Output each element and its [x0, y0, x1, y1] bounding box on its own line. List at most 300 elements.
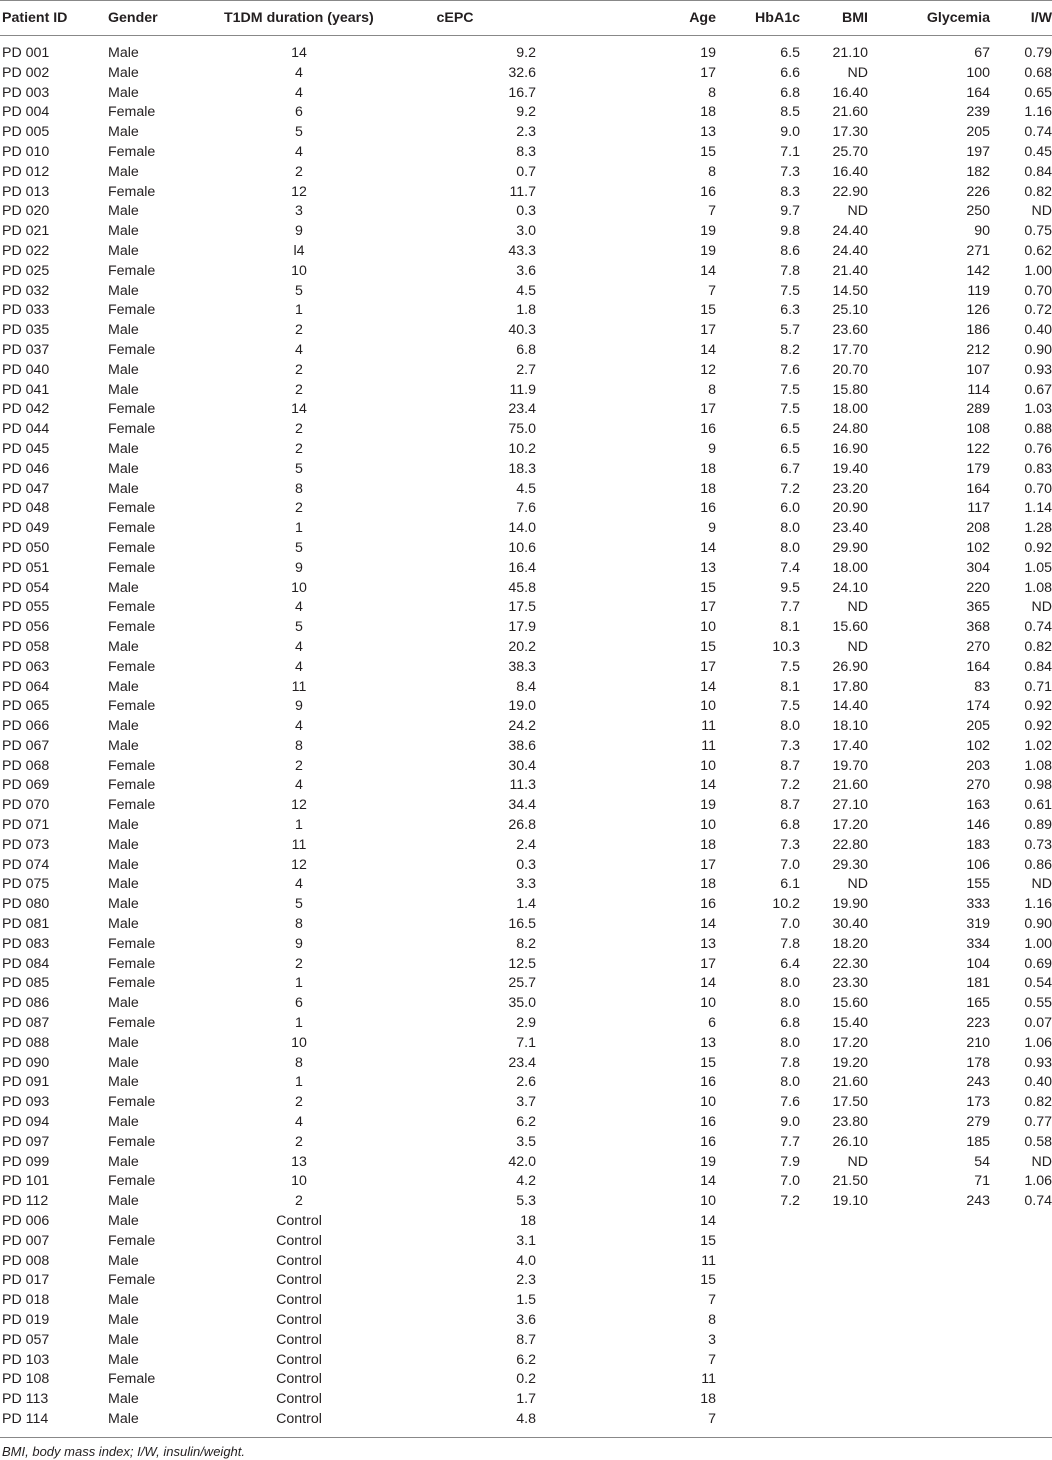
cell-glycemia: 333 — [966, 896, 990, 913]
cell-patient-id: PD 047 — [2, 480, 50, 497]
cell-cepc: 1.7 — [516, 1391, 536, 1408]
cell-bmi — [800, 1212, 890, 1232]
cell-cepc: 38.6 — [508, 737, 536, 754]
cell-hba1c: 10.2 — [772, 896, 800, 913]
table-row — [0, 816, 1052, 836]
cell-iw: 0.55 — [1024, 995, 1052, 1012]
table-row — [0, 84, 1052, 104]
cell-glycemia: 142 — [966, 262, 990, 279]
cell-gender: Female — [108, 658, 156, 675]
cell-cepc: 2.3 — [516, 124, 536, 141]
cell-duration: 4 — [295, 1114, 303, 1131]
table-row-control — [0, 1410, 1052, 1430]
cell-iw: 1.08 — [1024, 757, 1052, 774]
cell-gender: Male — [108, 1391, 139, 1408]
cell-glycemia: 114 — [967, 381, 990, 398]
cell-glycemia: 102 — [966, 737, 990, 754]
table-body — [0, 36, 1052, 1430]
cell-glycemia: 164 — [966, 480, 990, 497]
cell-iw: 0.65 — [1024, 84, 1052, 101]
table-row — [0, 420, 1052, 440]
cell-age: 14 — [700, 341, 716, 358]
cell-iw: 1.05 — [1024, 559, 1052, 576]
cell-hba1c: 7.2 — [780, 480, 800, 497]
cell-hba1c: 7.0 — [780, 856, 800, 873]
table-row — [0, 539, 1052, 559]
cell-hba1c: 7.5 — [780, 401, 800, 418]
cell-patient-id: PD 041 — [2, 381, 50, 398]
cell-age: 11 — [701, 737, 716, 754]
cell-iw: 0.84 — [1024, 658, 1052, 675]
cell-gender: Male — [108, 1331, 139, 1348]
cell-gender: Male — [108, 1114, 139, 1131]
cell-bmi: 19.70 — [832, 757, 868, 774]
cell-age: 15 — [700, 302, 716, 319]
header-iw: I/W — [990, 1, 1052, 36]
cell-age: 17 — [700, 658, 716, 675]
table-row — [0, 915, 1052, 935]
cell-hba1c: 9.5 — [780, 579, 800, 596]
cell-gender: Male — [108, 282, 139, 299]
cell-bmi: 23.80 — [832, 1114, 868, 1131]
cell-age: 15 — [700, 638, 716, 655]
cell-iw — [990, 1252, 1052, 1272]
cell-hba1c: 6.5 — [780, 440, 800, 457]
cell-patient-id: PD 048 — [2, 500, 50, 517]
cell-age: 16 — [700, 896, 716, 913]
cell-duration: 1 — [295, 520, 303, 537]
cell-glycemia: 319 — [966, 916, 990, 933]
table-row — [0, 856, 1052, 876]
cell-hba1c — [716, 1232, 800, 1252]
cell-cepc: 11.9 — [509, 381, 536, 398]
cell-patient-id: PD 093 — [2, 1094, 50, 1111]
cell-bmi — [800, 1271, 890, 1291]
cell-bmi: 20.90 — [832, 500, 868, 517]
cell-bmi: ND — [847, 876, 868, 893]
cell-duration: 6 — [295, 104, 303, 121]
cell-age: 19 — [700, 223, 716, 240]
table-row — [0, 301, 1052, 321]
table-row — [0, 717, 1052, 737]
cell-gender: Male — [108, 480, 139, 497]
cell-age: 8 — [708, 1312, 716, 1328]
cell-glycemia: 174 — [966, 698, 990, 715]
cell-glycemia: 106 — [966, 856, 990, 873]
cell-hba1c: 7.9 — [780, 1153, 800, 1170]
cell-cepc: 4.5 — [516, 282, 536, 299]
cell-patient-id: PD 055 — [2, 599, 50, 616]
cell-glycemia: 239 — [966, 104, 990, 121]
cell-hba1c — [716, 1212, 800, 1232]
cell-bmi: 15.80 — [832, 381, 868, 398]
cell-duration: 1 — [295, 975, 303, 992]
cell-bmi: 17.40 — [832, 737, 868, 754]
table-row — [0, 678, 1052, 698]
cell-bmi: 19.20 — [832, 1054, 868, 1071]
cell-glycemia: 270 — [966, 777, 990, 794]
cell-glycemia: 104 — [966, 955, 990, 972]
cell-age: 14 — [700, 678, 716, 695]
cell-duration: 2 — [295, 1193, 303, 1210]
cell-iw: 0.76 — [1024, 440, 1052, 457]
cell-cepc: 23.4 — [508, 401, 536, 418]
table-row — [0, 262, 1052, 282]
cell-bmi: 15.40 — [832, 1015, 868, 1032]
cell-cepc: 2.6 — [516, 1074, 536, 1091]
cell-bmi: 21.60 — [832, 777, 868, 794]
cell-patient-id: PD 037 — [2, 341, 50, 358]
cell-hba1c: 6.1 — [780, 876, 800, 893]
cell-cepc: 6.2 — [516, 1351, 536, 1368]
table-footnote: BMI, body mass index; I/W, insulin/weight. — [2, 1444, 246, 1459]
cell-hba1c: 6.0 — [780, 500, 800, 517]
cell-glycemia: 270 — [966, 638, 990, 655]
cell-gender: Male — [108, 896, 139, 913]
cell-gender: Male — [108, 1193, 139, 1210]
cell-age: 16 — [700, 421, 716, 438]
cell-cepc: 16.7 — [508, 84, 536, 101]
cell-cepc: 42.0 — [508, 1153, 536, 1170]
cell-patient-id: PD 090 — [2, 1054, 50, 1071]
cell-iw — [990, 1311, 1052, 1331]
cell-gender: Male — [108, 1252, 139, 1269]
cell-age: 8 — [708, 84, 716, 101]
cell-gender: Male — [108, 916, 139, 933]
header-bmi: BMI — [800, 1, 890, 36]
cell-duration: Control — [276, 1213, 322, 1230]
cell-patient-id: PD 033 — [2, 302, 50, 319]
cell-duration: 5 — [295, 539, 303, 556]
cell-hba1c: 8.0 — [780, 520, 800, 537]
cell-hba1c: 7.3 — [780, 836, 800, 853]
cell-patient-id: PD 094 — [2, 1114, 50, 1131]
cell-glycemia: 179 — [966, 460, 990, 477]
cell-age: 19 — [700, 797, 716, 814]
cell-bmi: 24.40 — [832, 242, 868, 259]
cell-cepc: 35.0 — [508, 995, 536, 1012]
cell-gender: Male — [108, 737, 139, 754]
cell-duration: 5 — [295, 619, 303, 636]
cell-gender: Female — [108, 262, 156, 279]
cell-glycemia: 304 — [966, 559, 990, 576]
cell-hba1c: 8.3 — [780, 183, 800, 200]
cell-gender: Female — [108, 520, 156, 537]
cell-hba1c: 7.2 — [780, 777, 800, 794]
cell-iw: 0.92 — [1024, 698, 1052, 715]
cell-bmi — [800, 1311, 890, 1331]
cell-cepc: 2.7 — [516, 361, 536, 378]
cell-iw — [990, 1331, 1052, 1351]
cell-patient-id: PD 002 — [2, 64, 50, 81]
cell-age: 18 — [700, 480, 716, 497]
cell-glycemia: 107 — [966, 361, 990, 378]
cell-gender: Male — [108, 817, 139, 834]
cell-bmi — [800, 1370, 890, 1390]
cell-gender: Male — [108, 460, 139, 477]
cell-cepc: 1.8 — [516, 302, 536, 319]
cell-cepc: 26.8 — [508, 817, 536, 834]
table-row — [0, 1133, 1052, 1153]
cell-duration: Control — [276, 1410, 322, 1427]
cell-hba1c: 8.0 — [780, 539, 800, 556]
cell-cepc: 7.6 — [516, 500, 536, 517]
cell-age: 14 — [700, 262, 716, 279]
cell-glycemia: 365 — [966, 599, 990, 616]
table-row — [0, 836, 1052, 856]
cell-duration: l4 — [293, 242, 305, 259]
cell-iw: 0.74 — [1024, 1193, 1052, 1210]
cell-bmi: ND — [847, 203, 868, 220]
cell-bmi: 19.90 — [832, 896, 868, 913]
cell-cepc: 8.4 — [516, 678, 536, 695]
cell-cepc: 3.5 — [516, 1133, 536, 1150]
cell-hba1c: 7.2 — [780, 1193, 800, 1210]
cell-bmi: 14.40 — [832, 698, 868, 715]
header-patient-id: Patient ID — [0, 1, 108, 36]
cell-duration: 4 — [295, 143, 303, 160]
cell-bmi: 21.10 — [832, 45, 868, 61]
table-row — [0, 361, 1052, 381]
cell-duration: Control — [276, 1312, 322, 1328]
cell-patient-id: PD 067 — [2, 737, 50, 754]
cell-iw: 0.93 — [1024, 361, 1052, 378]
cell-bmi: 21.60 — [832, 1074, 868, 1091]
cell-duration: 2 — [295, 421, 303, 438]
cell-glycemia: 146 — [966, 817, 990, 834]
cell-bmi — [800, 1291, 890, 1311]
cell-iw: 0.82 — [1024, 638, 1052, 655]
cell-glycemia: 182 — [966, 163, 990, 180]
cell-hba1c — [716, 1311, 800, 1331]
cell-cepc: 23.4 — [508, 1054, 536, 1071]
cell-gender: Female — [108, 955, 156, 972]
cell-duration: 9 — [295, 698, 303, 715]
cell-patient-id: PD 081 — [2, 916, 50, 933]
cell-patient-id: PD 084 — [2, 955, 50, 972]
cell-gender: Male — [108, 1410, 139, 1427]
cell-cepc: 0.2 — [516, 1371, 536, 1388]
cell-gender: Male — [108, 64, 139, 81]
cell-glycemia — [890, 1370, 990, 1390]
cell-hba1c: 6.8 — [780, 84, 800, 101]
cell-iw — [990, 1370, 1052, 1390]
cell-duration: 14 — [291, 45, 307, 61]
cell-duration: 5 — [295, 282, 303, 299]
cell-gender: Female — [108, 1173, 156, 1190]
cell-patient-id: PD 005 — [2, 124, 50, 141]
cell-bmi: 22.30 — [832, 955, 868, 972]
cell-patient-id: PD 004 — [2, 104, 50, 121]
cell-age: 11 — [701, 1371, 716, 1388]
cell-patient-id: PD 086 — [2, 995, 50, 1012]
cell-age: 19 — [700, 45, 716, 61]
cell-iw: 0.90 — [1024, 916, 1052, 933]
cell-age: 17 — [700, 955, 716, 972]
cell-patient-id: PD 001 — [2, 45, 50, 61]
cell-gender: Male — [108, 163, 139, 180]
cell-cepc: 16.5 — [508, 916, 536, 933]
cell-age: 18 — [700, 1391, 716, 1408]
cell-age: 7 — [708, 282, 716, 299]
cell-iw: 0.62 — [1024, 242, 1052, 259]
cell-duration: 4 — [295, 876, 303, 893]
cell-iw: 1.16 — [1024, 896, 1052, 913]
cell-duration: 9 — [295, 935, 303, 952]
cell-cepc: 19.0 — [508, 698, 536, 715]
cell-gender: Male — [108, 836, 139, 853]
cell-cepc: 6.2 — [516, 1114, 536, 1131]
cell-age: 11 — [701, 1252, 716, 1269]
cell-iw — [990, 1212, 1052, 1232]
cell-iw: 1.03 — [1024, 401, 1052, 418]
cell-cepc: 2.3 — [516, 1272, 536, 1289]
cell-bmi: 17.20 — [832, 1034, 868, 1051]
cell-duration: 5 — [295, 460, 303, 477]
cell-duration: 2 — [295, 1094, 303, 1111]
table-row-control — [0, 1370, 1052, 1390]
cell-patient-id: PD 114 — [2, 1410, 49, 1427]
cell-age: 18 — [700, 104, 716, 121]
cell-glycemia: 205 — [966, 124, 990, 141]
cell-hba1c: 7.6 — [780, 361, 800, 378]
cell-age: 15 — [700, 1054, 716, 1071]
cell-glycemia: 83 — [974, 678, 990, 695]
cell-patient-id: PD 051 — [2, 559, 50, 576]
cell-duration: 2 — [295, 500, 303, 517]
cell-gender: Female — [108, 183, 156, 200]
cell-age: 18 — [700, 836, 716, 853]
cell-cepc: 24.2 — [508, 718, 536, 735]
cell-bmi: 16.40 — [832, 163, 868, 180]
cell-age: 14 — [700, 916, 716, 933]
cell-iw: ND — [1031, 876, 1052, 893]
cell-hba1c — [716, 1291, 800, 1311]
cell-hba1c — [716, 1271, 800, 1291]
header-age: Age — [536, 1, 716, 36]
cell-glycemia: 126 — [966, 302, 990, 319]
cell-iw: ND — [1031, 1153, 1052, 1170]
cell-glycemia: 100 — [966, 64, 990, 81]
cell-gender: Male — [108, 440, 139, 457]
cell-gender: Male — [108, 1312, 139, 1328]
cell-hba1c: 7.1 — [780, 143, 800, 160]
cell-cepc: 11.3 — [509, 777, 536, 794]
cell-iw: 1.14 — [1024, 500, 1052, 517]
cell-age: 13 — [700, 559, 716, 576]
cell-bmi: 23.30 — [832, 975, 868, 992]
cell-duration: 12 — [291, 183, 307, 200]
cell-patient-id: PD 017 — [2, 1272, 50, 1289]
cell-gender: Male — [108, 638, 139, 655]
cell-hba1c: 8.1 — [780, 678, 800, 695]
cell-patient-id: PD 013 — [2, 183, 50, 200]
cell-gender: Male — [108, 1034, 139, 1051]
cell-age: 13 — [700, 1034, 716, 1051]
cell-age: 10 — [700, 619, 716, 636]
cell-duration: 9 — [295, 223, 303, 240]
cell-gender: Female — [108, 1272, 156, 1289]
cell-duration: 14 — [291, 401, 307, 418]
cell-age: 13 — [700, 935, 716, 952]
header-duration: T1DM duration (years) — [224, 1, 374, 36]
cell-cepc: 38.3 — [508, 658, 536, 675]
table-header — [0, 1, 1052, 36]
table-row — [0, 1034, 1052, 1054]
cell-iw: 0.74 — [1024, 124, 1052, 141]
cell-iw: 1.06 — [1024, 1173, 1052, 1190]
cell-bmi — [800, 1410, 890, 1430]
table-row — [0, 974, 1052, 994]
cell-duration: 2 — [295, 1133, 303, 1150]
cell-patient-id: PD 070 — [2, 797, 50, 814]
cell-patient-id: PD 073 — [2, 836, 50, 853]
cell-age: 13 — [700, 124, 716, 141]
cell-glycemia: 102 — [966, 539, 990, 556]
cell-hba1c: 8.7 — [780, 797, 800, 814]
cell-iw: 0.98 — [1024, 777, 1052, 794]
table-row — [0, 1113, 1052, 1133]
cell-glycemia: 90 — [974, 223, 990, 240]
cell-duration: 5 — [295, 124, 303, 141]
table-row — [0, 460, 1052, 480]
cell-hba1c — [716, 1252, 800, 1272]
cell-glycemia — [890, 1252, 990, 1272]
cell-age: 16 — [700, 1074, 716, 1091]
cell-glycemia: 164 — [966, 658, 990, 675]
cell-duration: 10 — [291, 1034, 307, 1051]
cell-gender: Male — [108, 1153, 139, 1170]
cell-cepc: 4.0 — [516, 1252, 536, 1269]
cell-patient-id: PD 010 — [2, 143, 50, 160]
cell-patient-id: PD 088 — [2, 1034, 50, 1051]
cell-glycemia — [890, 1351, 990, 1371]
cell-duration: 2 — [295, 440, 303, 457]
cell-glycemia: 212 — [966, 341, 990, 358]
cell-gender: Male — [108, 1054, 139, 1071]
table-row — [0, 123, 1052, 143]
cell-bmi: 17.30 — [832, 124, 868, 141]
cell-age: 19 — [700, 242, 716, 259]
cell-hba1c: 6.8 — [780, 1015, 800, 1032]
cell-cepc: 3.6 — [516, 1312, 536, 1328]
table-row-control — [0, 1291, 1052, 1311]
cell-gender: Male — [108, 203, 139, 220]
cell-patient-id: PD 063 — [2, 658, 50, 675]
cell-hba1c: 7.8 — [780, 1054, 800, 1071]
cell-gender: Female — [108, 1232, 156, 1249]
cell-bmi — [800, 1351, 890, 1371]
cell-iw: 1.00 — [1024, 935, 1052, 952]
cell-patient-id: PD 044 — [2, 421, 50, 438]
cell-patient-id: PD 050 — [2, 539, 50, 556]
cell-duration: 2 — [295, 381, 303, 398]
cell-iw: 0.68 — [1024, 64, 1052, 81]
cell-gender: Male — [108, 579, 139, 596]
cell-bmi: 17.50 — [832, 1094, 868, 1111]
cell-gender: Female — [108, 302, 156, 319]
cell-iw: 0.45 — [1024, 143, 1052, 160]
cell-gender: Female — [108, 619, 156, 636]
cell-hba1c: 8.7 — [780, 757, 800, 774]
cell-patient-id: PD 087 — [2, 1015, 50, 1032]
table-row — [0, 440, 1052, 460]
cell-patient-id: PD 083 — [2, 935, 50, 952]
cell-gender: Male — [108, 1074, 139, 1091]
cell-glycemia — [890, 1291, 990, 1311]
cell-duration: Control — [276, 1272, 322, 1289]
cell-hba1c: 7.3 — [780, 737, 800, 754]
